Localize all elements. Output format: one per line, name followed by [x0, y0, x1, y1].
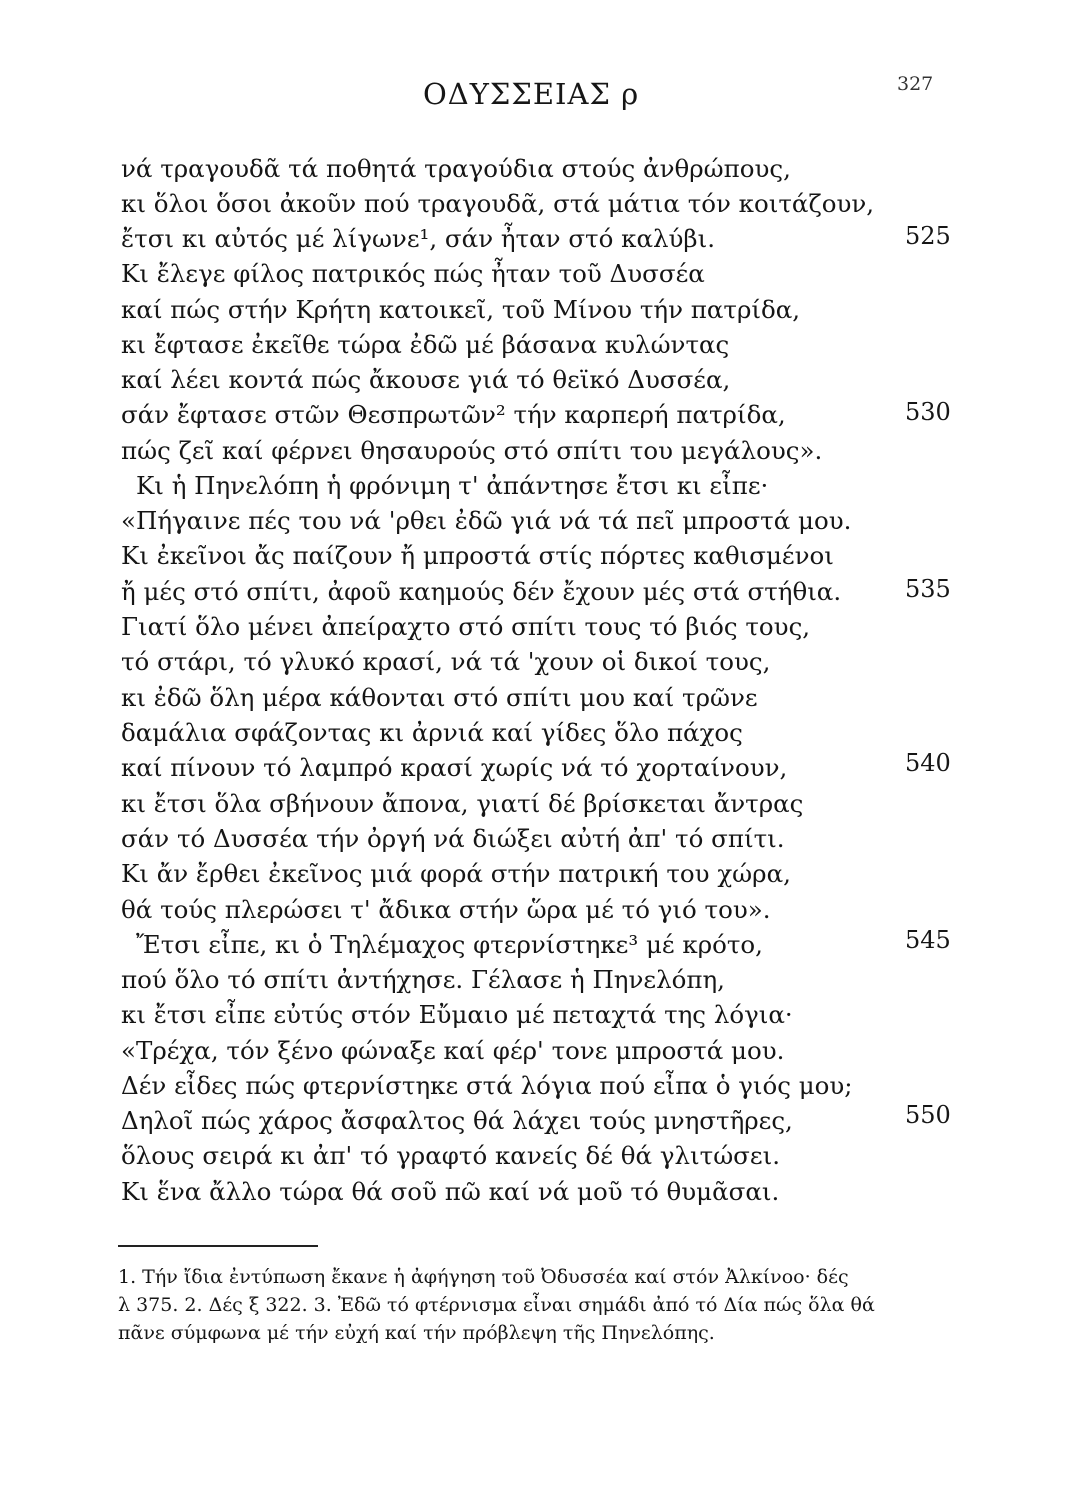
line-number: 550 [905, 1101, 951, 1129]
verse-line: Κι ἄν ἔρθει ἐκεῖνος μιά φορά στήν πατρική του χώρα, [121, 859, 791, 888]
footnote-line: πᾶνε σύμφωνα μέ τήν εὐχή καί τήν πρόβλεψη τῆς Πηνελόπης. [118, 1322, 715, 1344]
line-number: 530 [905, 398, 951, 426]
verse-line: καί πώς στήν Κρήτη κατοικεῖ, τοῦ Μίνου τήν πατρίδα, [121, 295, 801, 324]
verse-line: νά τραγουδᾶ τά ποθητά τραγούδια στούς ἀνθρώπους, [121, 154, 791, 183]
page-number: 327 [897, 73, 934, 95]
verse-line: «Πήγαινε πές του νά 'ρθει ἐδῶ γιά νά τά πεῖ μπροστά μου. [121, 506, 852, 535]
line-number: 525 [905, 222, 951, 250]
verse-line: τό στάρι, τό γλυκό κρασί, νά τά 'χουν οἱ δικοί τους, [121, 647, 771, 676]
verse-line: σάν τό Δυσσέα τήν ὀργή νά διώξει αὐτή ἀπ' τό σπίτι. [121, 824, 785, 853]
line-number: 545 [905, 926, 951, 954]
verse-line: δαμάλια σφάζοντας κι ἀρνιά καί γίδες ὅλο πάχος [121, 718, 743, 747]
verse-line: σάν ἔφτασε στῶν Θεσπρωτῶν² τήν καρπερή πατρίδα, [121, 400, 786, 429]
verse-line: Γιατί ὅλο μένει ἀπείραχτο στό σπίτι τους τό βιός τους, [121, 612, 811, 641]
verse-line: Δηλοῖ πώς χάρος ἄσφαλτος θά λάχει τούς μνηστῆρες, [121, 1106, 793, 1135]
footnote-line: λ 375. 2. Δές ξ 322. 3. Ἐδῶ τό φτέρνισμα εἶναι σημάδι ἀπό τό Δία πώς ὅλα θά [118, 1294, 875, 1316]
verse-line: Κι ἐκεῖνοι ἄς παίζουν ἤ μπροστά στίς πόρτες καθισμένοι [121, 541, 834, 570]
verse-line: κι ἔφτασε ἐκεῖθε τώρα ἐδῶ μέ βάσανα κυλώντας [121, 330, 730, 359]
verse-line: ἤ μές στό σπίτι, ἀφοῦ καημούς δέν ἔχουν μές στά στήθια. [121, 577, 842, 606]
verse-line: Κι ἡ Πηνελόπη ἡ φρόνιμη τ' ἀπάντησε ἔτσι κι εἶπε· [136, 471, 769, 500]
line-number: 540 [905, 749, 951, 777]
verse-line: κι ὅλοι ὅσοι ἀκοῦν πού τραγουδᾶ, στά μάτια τόν κοιτάζουν, [121, 189, 875, 218]
verse-line: Κι ἔλεγε φίλος πατρικός πώς ἦταν τοῦ Δυσσέα [121, 259, 705, 288]
footnote-line: 1. Τήν ἴδια ἐντύπωση ἔκανε ἡ ἀφήγηση τοῦ Ὀδυσσέα καί στόν Ἀλκίνοο· δές [118, 1266, 849, 1288]
verse-line: κι ἔτσι εἶπε εὐτύς στόν Εὔμαιο μέ πεταχτά της λόγια· [121, 1000, 793, 1029]
verse-line: ἔτσι κι αὐτός μέ λίγωνε¹, σάν ἦταν στό καλύβι. [121, 224, 715, 253]
verse-line: πώς ζεῖ καί φέρνει θησαυρούς στό σπίτι του μεγάλους». [121, 436, 823, 465]
page-header [0, 0, 1085, 130]
verse-line: Ἔτσι εἶπε, κι ὁ Τηλέμαχος φτερνίστηκε³ μέ κρότο, [136, 930, 763, 959]
verse-line: καί λέει κοντά πώς ἄκουσε γιά τό θεϊκό Δυσσέα, [121, 365, 731, 394]
line-number: 535 [905, 575, 951, 603]
verse-line: κι ἐδῶ ὅλη μέρα κάθονται στό σπίτι μου καί τρῶνε [121, 683, 758, 712]
verse-line: ὅλους σειρά κι ἀπ' τό γραφτό κανείς δέ θά γλιτώσει. [121, 1141, 780, 1170]
verse-line: πού ὅλο τό σπίτι ἀντήχησε. Γέλασε ἡ Πηνελόπη, [121, 965, 725, 994]
verse-line: «Τρέχα, τόν ξένο φώναξε καί φέρ' τονε μπροστά μου. [121, 1036, 785, 1065]
footnote-divider [118, 1245, 318, 1247]
verse-line: θά τούς πλερώσει τ' ἄδικα στήν ὥρα μέ τό γιό του». [121, 895, 771, 924]
verse-line: καί πίνουν τό λαμπρό κρασί χωρίς νά τό χορταίνουν, [121, 753, 788, 782]
running-head: ΟΔΥΣΣΕΙΑΣ ρ [423, 77, 640, 111]
verse-line: Κι ἕνα ἄλλο τώρα θά σοῦ πῶ καί νά μοῦ τό θυμᾶσαι. [121, 1177, 780, 1206]
verse-line: κι ἔτσι ὅλα σβήνουν ἄπονα, γιατί δέ βρίσκεται ἄντρας [121, 789, 804, 818]
verse-line: Δέν εἶδες πώς φτερνίστηκε στά λόγια πού εἶπα ὁ γιός μου; [121, 1071, 853, 1100]
